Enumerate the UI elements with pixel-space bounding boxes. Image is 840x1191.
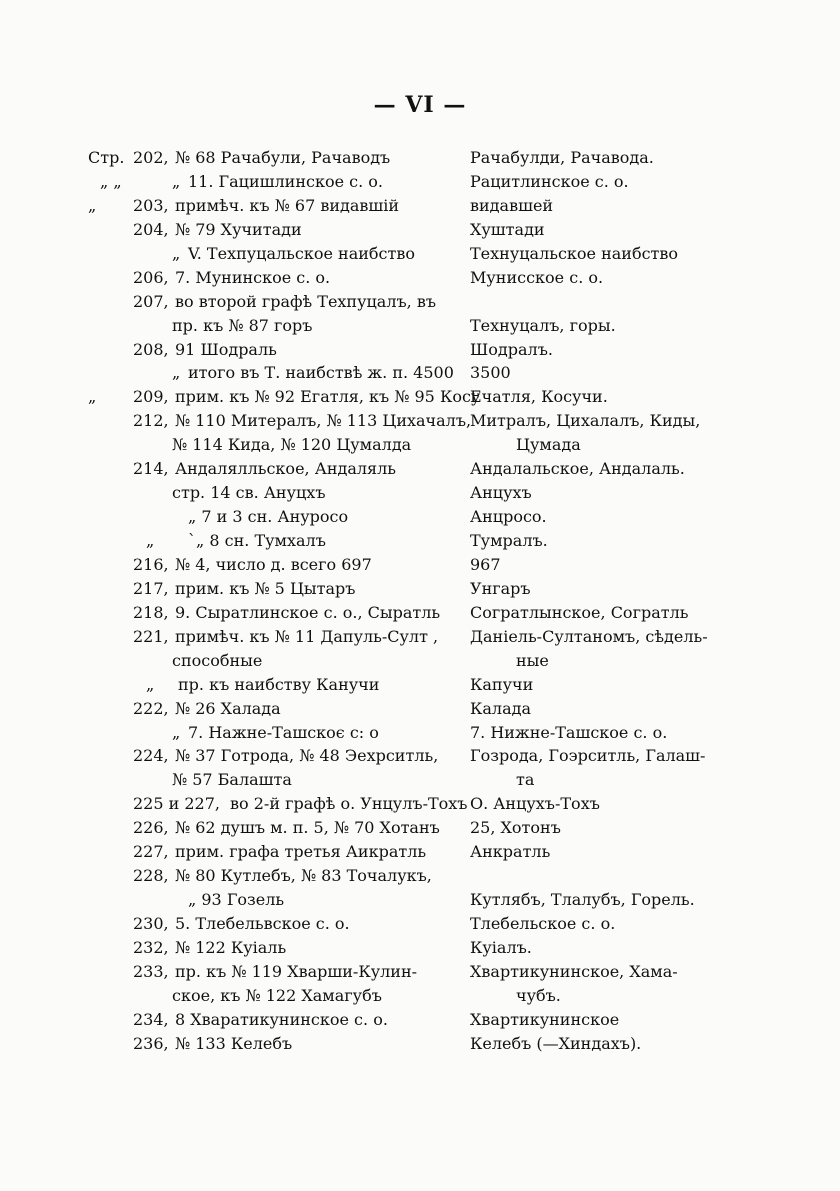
correction-text: Хвартикунинское <box>470 1009 620 1029</box>
printed-text: № 37 Готрода, № 48 Эехрситль, <box>175 746 439 766</box>
errata-row <box>0 673 840 697</box>
page-ref: „ <box>172 722 181 742</box>
errata-row <box>0 146 840 170</box>
printed-text: пр. къ № 87 горъ <box>172 315 313 335</box>
printed-text: стр. 14 св. Ануцхъ <box>172 483 326 503</box>
printed-text: прим. графа третья Аикратль <box>175 842 427 862</box>
correction-text: Шодралъ. <box>470 339 553 359</box>
printed-text: во 2-й графѣ о. Унцулъ-Тохъ <box>230 794 468 814</box>
printed-text: № 80 Кутлебъ, № 83 Точалукъ, <box>175 866 432 886</box>
page-ref: 218, <box>133 602 169 622</box>
errata-row <box>0 601 840 625</box>
errata-row <box>0 1032 840 1056</box>
page-ref: 206, <box>133 267 169 287</box>
correction-text: Унгаръ <box>470 578 531 598</box>
errata-row <box>0 744 840 768</box>
correction-text: Рацитлинское с. о. <box>470 171 629 191</box>
errata-row <box>0 242 840 266</box>
errata-table <box>0 146 840 1056</box>
correction-text: Калада <box>470 698 532 718</box>
row-marker: Стр. <box>88 148 125 167</box>
errata-row <box>0 625 840 649</box>
errata-row <box>0 912 840 936</box>
errata-row <box>0 864 840 888</box>
printed-text: 91 Шодраль <box>175 339 277 359</box>
correction-text: видавшей <box>470 195 554 215</box>
page-ref: 225 и 227, <box>133 794 220 814</box>
correction-text: Даніель-Султаномъ, сѣдель- <box>470 626 708 646</box>
printed-text: прим. къ № 92 Егатля, къ № 95 Косу <box>175 387 481 407</box>
errata-row <box>0 697 840 721</box>
row-marker: „ „ <box>100 171 122 191</box>
correction-text: Келебъ (—Хиндахъ). <box>470 1033 642 1053</box>
page-ref: 234, <box>133 1009 169 1029</box>
errata-row <box>0 960 840 984</box>
printed-text: № 57 Балашта <box>172 770 292 790</box>
printed-text: 9. Сыратлинское с. о., Сыратль <box>175 602 441 622</box>
correction-text: 7. Нижне-Ташское с. о. <box>470 722 668 742</box>
printed-text: № 122 Куіаль <box>175 937 287 957</box>
page-ref: 203, <box>133 195 169 215</box>
page-ref: 230, <box>133 914 169 933</box>
correction-text: Тлебельское с. о. <box>470 914 616 933</box>
printed-text: № 68 Рачабули, Рачаводъ <box>175 148 391 167</box>
printed-text: № 79 Хучитади <box>175 219 302 239</box>
errata-row <box>0 361 840 385</box>
page-ref: 233, <box>133 961 169 981</box>
page-ref: 216, <box>133 554 169 574</box>
page-ref: 204, <box>133 219 169 239</box>
page-ref: 236, <box>133 1033 169 1053</box>
row-marker: „ <box>146 531 155 550</box>
printed-text: итого въ Т. наибствѣ ж. п. 4500 <box>188 363 454 383</box>
errata-row <box>0 768 840 792</box>
errata-row <box>0 170 840 194</box>
row-marker: „ <box>88 387 97 407</box>
correction-text: Анцухъ <box>470 483 532 503</box>
errata-row <box>0 218 840 242</box>
errata-row <box>0 792 840 816</box>
printed-text: примѣч. къ № 11 Дапуль-Султ , <box>175 626 439 646</box>
errata-row <box>0 314 840 338</box>
correction-text: Хуштади <box>470 219 545 239</box>
page-ref: 214, <box>133 459 169 479</box>
errata-row <box>0 816 840 840</box>
printed-text: 7. Мунинское с. о. <box>175 267 331 287</box>
printed-text: примѣч. къ № 67 видавшій <box>175 195 400 215</box>
correction-text: Анцросо. <box>470 507 547 527</box>
correction-text: Митралъ, Цихалалъ, Киды, <box>470 411 701 431</box>
errata-row <box>0 721 840 745</box>
page-ref: 228, <box>133 866 169 886</box>
printed-text: `„ 8 сн. Тумхалъ <box>188 531 326 550</box>
errata-row <box>0 553 840 577</box>
correction-text: Хвартикунинское, Хама- <box>470 961 678 981</box>
correction-text: чубъ. <box>516 985 561 1005</box>
correction-text: Рачабулди, Рачавода. <box>470 148 654 167</box>
errata-row <box>0 433 840 457</box>
correction-text: Кутлябъ, Тлалубъ, Горель. <box>470 890 695 910</box>
printed-text: № 114 Кида, № 120 Цумалда <box>172 435 412 455</box>
page-ref: 226, <box>133 818 169 838</box>
page-ref: 202, <box>133 148 169 167</box>
page-ref: 217, <box>133 578 169 598</box>
page-ref: 207, <box>133 291 169 311</box>
correction-text: Гозрода, Гоэрситль, Галаш- <box>470 746 706 766</box>
correction-text: О. Анцухъ-Тохъ <box>470 794 600 814</box>
correction-text: Андалальское, Андалаль. <box>470 459 685 479</box>
errata-row <box>0 840 840 864</box>
correction-text: Согратлынское, Согратль <box>470 602 689 622</box>
printed-text: во второй графѣ Техпуцалъ, въ <box>175 291 437 311</box>
page-ref: „ <box>172 243 181 263</box>
page-ref: 212, <box>133 411 169 431</box>
errata-row <box>0 481 840 505</box>
errata-row <box>0 338 840 362</box>
errata-row <box>0 457 840 481</box>
page-ref: 224, <box>133 746 169 766</box>
errata-row <box>0 266 840 290</box>
correction-text: Анкратль <box>470 842 551 862</box>
printed-text: № 133 Келебъ <box>175 1033 293 1053</box>
errata-row <box>0 409 840 433</box>
errata-row <box>0 385 840 409</box>
printed-text: прим. къ № 5 Цытаръ <box>175 578 356 598</box>
printed-text: „ 7 и 3 сн. Ануросо <box>188 507 349 527</box>
row-marker: „ <box>88 195 97 215</box>
correction-text: Капучи <box>470 674 534 694</box>
page-ref: „ <box>172 171 181 191</box>
printed-text: пр. къ № 119 Хварши-Кулин- <box>175 961 418 981</box>
correction-text: 3500 <box>470 363 511 383</box>
printed-text: Андалялльское, Андаляль <box>175 459 397 479</box>
correction-text: Куіалъ. <box>470 937 532 957</box>
printed-text: ское, къ № 122 Хамагубъ <box>172 985 382 1005</box>
printed-text: „ 93 Гозель <box>188 890 285 910</box>
printed-text: № 4, число д. всего 697 <box>175 554 372 574</box>
page-ref: „ <box>172 363 181 383</box>
errata-row <box>0 290 840 314</box>
page-ref: 221, <box>133 626 169 646</box>
errata-row <box>0 1008 840 1032</box>
correction-text: Технуцальское наибство <box>470 243 679 263</box>
row-marker: „ <box>146 674 155 694</box>
errata-row <box>0 505 840 529</box>
correction-text: Тумралъ. <box>470 531 548 550</box>
correction-text: Ечатля, Косучи. <box>470 387 608 407</box>
errata-row <box>0 649 840 673</box>
correction-text: Технуцалъ, горы. <box>470 315 616 335</box>
printed-text: № 110 Митералъ, № 113 Цихачалъ, <box>175 411 472 431</box>
page-number-header: — VI — <box>373 92 467 118</box>
printed-text: способные <box>172 650 263 670</box>
printed-text: № 62 душъ м. п. 5, № 70 Хотанъ <box>175 818 440 838</box>
correction-text: ные <box>516 650 549 670</box>
page-ref: 208, <box>133 339 169 359</box>
page-ref: 232, <box>133 937 169 957</box>
printed-text: V. Техпуцальское наибство <box>188 243 415 263</box>
errata-row <box>0 577 840 601</box>
printed-text: 5. Тлебельвское с. о. <box>175 914 350 933</box>
printed-text: 8 Хваратикунинское с. о. <box>175 1009 388 1029</box>
page-ref: 227, <box>133 842 169 862</box>
errata-row <box>0 984 840 1008</box>
errata-row <box>0 194 840 218</box>
page-ref: 222, <box>133 698 169 718</box>
printed-text: 7. Нажне-Ташскоє с: о <box>188 722 379 742</box>
correction-text: Муниcское с. о. <box>470 267 604 287</box>
correction-text: 25, Хотонъ <box>470 818 561 838</box>
correction-text: та <box>516 770 535 790</box>
printed-text: пр. къ наибству Канучи <box>178 674 380 694</box>
correction-text: 967 <box>470 554 501 574</box>
errata-row <box>0 888 840 912</box>
printed-text: № 26 Халада <box>175 698 281 718</box>
errata-row <box>0 936 840 960</box>
printed-text: 11. Гацишлинское с. о. <box>188 171 383 191</box>
correction-text: Цумада <box>516 435 581 455</box>
page-ref: 209, <box>133 387 169 407</box>
errata-row <box>0 529 840 553</box>
